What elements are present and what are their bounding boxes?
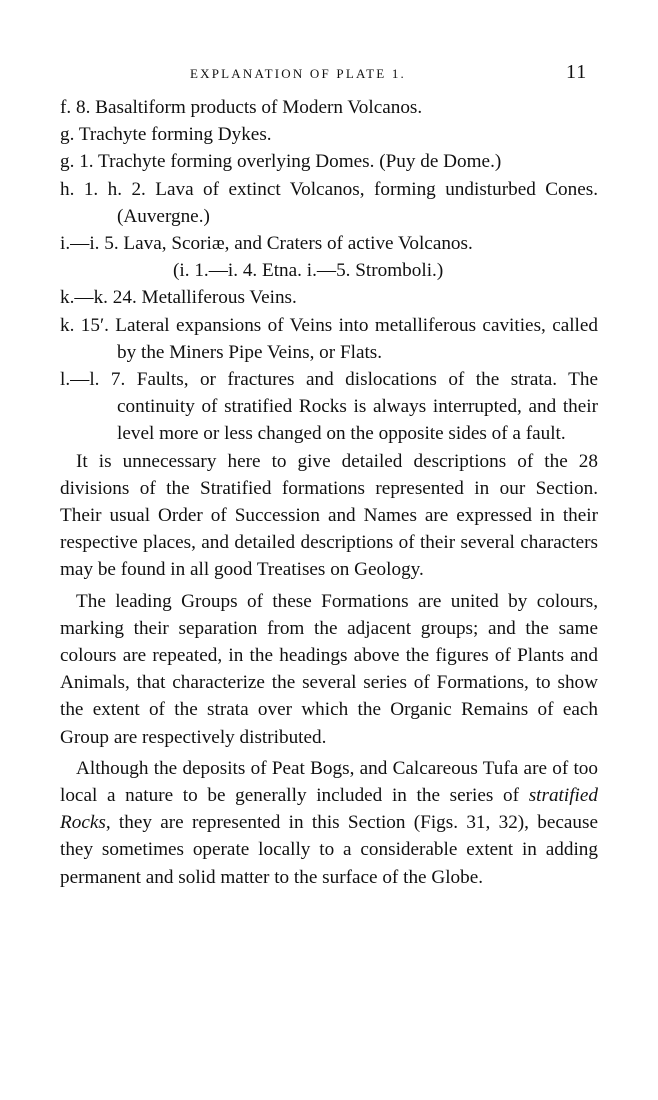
running-title: EXPLANATION OF PLATE 1.: [190, 66, 406, 81]
page-body: [60, 94, 598, 891]
paragraph-colour-groups: The leading Groups of these Formations are united by colours, marking their separation from the adjacent groups; and the same colours are repeated, in the headings above the figures of Plants and Animals, that characterize the several series of Formations, to show the extent of the strata over which the Organic Remains of each Group are respectively distributed.: [60, 590, 598, 748]
running-head: [0, 61, 658, 88]
legend-entry-i-sub: (i. 1.—i. 4. Etna. i.—5. Stromboli.): [173, 260, 444, 282]
paragraph-peat-bogs-part2: , they are represented in this Section (Figs. 31, 32), because they sometimes operate locally to a considerable extent in adding permanent and solid matter to the surface of the Globe.: [60, 812, 598, 888]
plate-legend: [60, 94, 598, 448]
legend-entry-g1: g. 1. Trachyte forming overlying Domes. (Puy de Dome.): [60, 151, 502, 173]
legend-entry-k-k24: k.—k. 24. Metalliferous Veins.: [60, 287, 297, 309]
legend-entry-h1-h2: h. 1. h. 2. Lava of extinct Volcanos, forming undisturbed Cones. (Auvergne.): [60, 178, 598, 227]
page-number: 11: [566, 61, 588, 83]
legend-entry-l-l7: l.—l. 7. Faults, or fractures and dislocations of the strata. The continuity of stratified Rocks is always interrupted, and their level more or less changed on the opposite sides of a fault.: [60, 369, 598, 445]
paragraph-peat-bogs: [60, 755, 598, 891]
legend-entry-g: g. Trachyte forming Dykes.: [60, 124, 272, 146]
paragraph-peat-bogs-part1: Although the deposits of Peat Bogs, and Calcareous Tufa are of too local a nature to be generally included in the series of: [60, 757, 598, 807]
paragraph-stratified-divisions: It is unnecessary here to give detailed descriptions of the 28 divisions of the Stratified formations represented in our Section. Their usual Order of Succession and Names are expressed in their respective places, and detailed descriptions of their several characters may be found in all good Treatises on Geology.: [60, 450, 598, 581]
legend-entry-k15: k. 15′. Lateral expansions of Veins into metalliferous cavities, called by the Miners Pipe Veins, or Flats.: [60, 314, 598, 363]
legend-entry-i-i5: i.—i. 5. Lava, Scoriæ, and Craters of active Volcanos.: [60, 233, 473, 255]
paragraph-peat-bogs-italic: stratified Rocks: [60, 785, 598, 834]
legend-entry-f8: f. 8. Basaltiform products of Modern Volcanos.: [60, 97, 423, 118]
